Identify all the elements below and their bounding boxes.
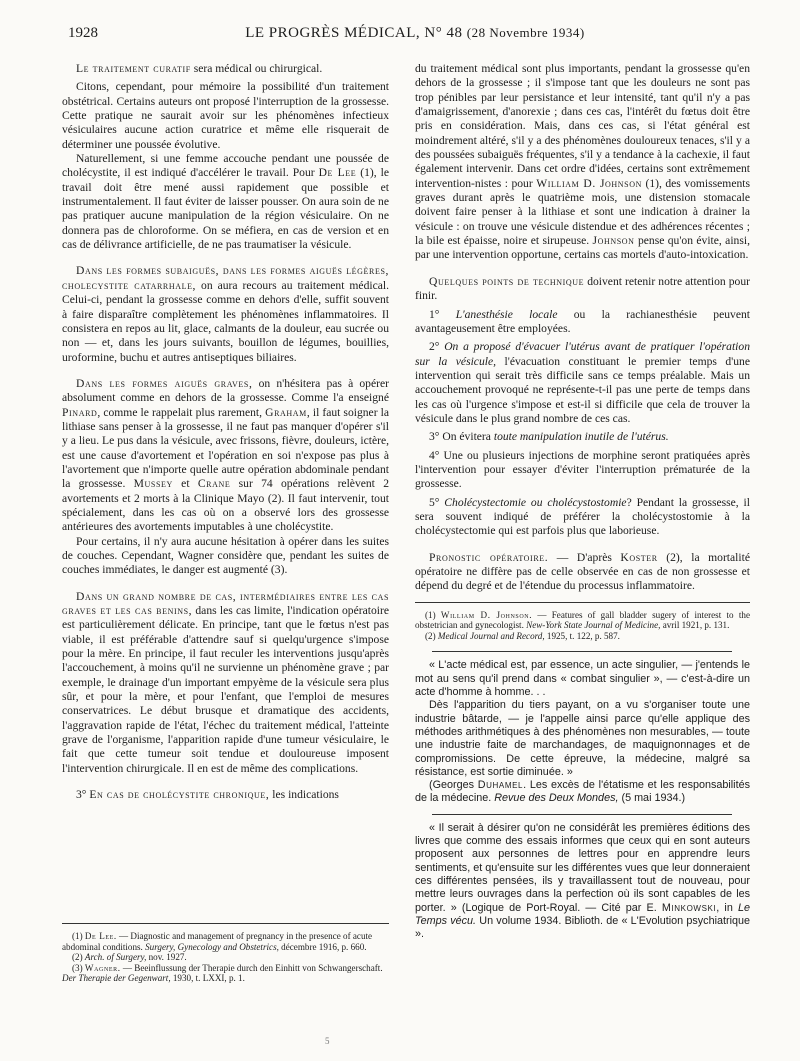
author-name: Mussey [133,477,173,491]
text: Naturellement, si une femme accouche pendant une poussée de cholécystite, il est indiqué d'accélérer le travail. Pour [62,152,389,180]
text: (1), des vomissements graves durant après le quatrième mois, une distension stomacale doivent faire penser à la lithiase et sont une indication à drainer la vésicule : on trouve une vésicule distendue et des adhérences récentes ; la bile est épaisse, noire et sirupeuse. [415,176,750,248]
journal-name: Der Therapie der Gegenwart, [62,973,171,984]
journal-name: Revue des Deux Mondes, [494,792,619,805]
text: (2), la mortalité opératoire ne diffère pas de celle observée en cas de non grossesse et dépend du degré et de l'étendue du processus inflammatoire. [415,550,750,593]
text: (5 mai 1934.) [618,792,686,805]
emphasis: On a proposé d'évacuer l'utérus avant de pratiquer l'opération sur la vésicule, [415,340,750,368]
footer-mark: 5 [325,1036,330,1046]
text: on aura recours au traitement médical. Celui-ci, pendant la grossesse comme en dehors d'elle, suffit souvent à faire disparaître complètement les phénomènes inflammatoires. Il consistera en repos au lit, glace, calmants de la douleur, eau sucrée ou non — et, dans les jours suivants, bouillon de légumes, bouillies, uroformine, buchu et autres antiseptiques biliaires. [62,278,389,364]
text: et [172,477,198,491]
author-name: Minkowski [661,901,717,914]
text: Un volume 1934. Biblioth. de « L'Evolution psychiatrique ». [415,914,750,941]
text: 2° [429,340,445,354]
paragraph [62,62,389,76]
footnote-divider [415,602,750,603]
paragraph: Citons, cependant, pour mémoire la possibilité d'un traitement obstétrical. Certains auteurs ont proposé l'interruption de la grossesse. Cette pratique ne saurait avoir sur les phénomènes infectieux vésiculaires aucune action curatrice et même elle risquerait de déterminer une poussée évolutive. [62,80,389,151]
author-name: Graham [265,405,307,419]
emphasis: toute manipulation inutile de l'utérus. [493,430,669,444]
author-name: Pinard [62,405,98,419]
text: , in [716,901,738,914]
running-header [68,25,762,43]
text: dans les cas limite, l'indication opératoire est particulièrement délicate. En principe, tant que le fœtus n'est pas viable, il est préférable d'attendre sauf si quelqu'urgence s'impose pour la mère. En principe, il faut reculer les interventions jusqu'après l'accouchement, à moins qu'il ne survienne un phénomène grave ; par exemple, le drainage d'un important empyème de la vésicule sera plus sûr, et pour la mère, et pour l'enfant, que l'emploi de mesures conservatrices. Le début brusque et dramatique des accidents, l'aggravation rapide de l'état, l'échec du traitement médical, l'atteinte grave de l'organisme, l'apparition rapide d'une tumeur vésiculaire, le fait que cette tumeur soit tendue et douloureuse imposent l'intervention chirurgicale. Il en est de même des complications. [62,604,389,775]
paragraph [62,788,389,802]
section-lead: Quelques points de technique [429,274,585,288]
text: sur 74 opérations relèvent 2 avortements et 2 morts à la Clinique Mayo (2). Il faut intervenir, tout spécialement, dans les cas où on a observé lors des grossesse antérieures des avortements imputables à une cholécystite. [62,477,389,534]
text: , comme le rappelait plus rarement, [97,405,266,419]
text: — Features of gall bladder sugery of interest to the obstetrician and gynecologist. [415,609,750,631]
footnote: (1) William D. Johnson. — Features of gall bladder sugery of interest to the obstetrician and gynecologist. New-York State Journal of Medicine, avril 1921, p. 131. [415,609,750,631]
paragraph [62,377,389,535]
text: — D'après [548,550,621,564]
quote-text [415,822,750,942]
text: . Les excès de l'étatisme et les responsabilités de la médecine. [415,779,750,805]
text: 3° On évitera [429,430,494,444]
page-number: 1928 [68,25,98,41]
quotation-port-royal [415,822,750,942]
section-lead: Pronostic opératoire. [429,550,549,564]
journal-name: Surgery, Gynecology and Obstetrics, [145,941,279,952]
author-name: William D. Johnson [536,176,642,190]
footnote: (1) De Lee. — Diagnostic and management of pregnancy in the presence of acute abdominal conditions. Surgery, Gynecology and Obstetrics, décembre 1916, p. 660. [62,931,373,952]
paragraph [62,590,389,776]
section-lead: Dans les formes subaiguës, dans les formes aiguës légères, cholecystite catarrhale, [62,264,389,292]
text: 5° [429,495,445,509]
list-item [415,430,750,444]
text: du traitement médical sont plus importants, pendant la grossesse qu'en dehors de la grossesse ; il s'impose tant que les douleurs ne sont pas trop pénibles par leur persistance et leur intensité, tant qu'il n'y a pas d'amaigrissement, d'anorexie ; dans ces cas, l'intérêt du fœtus doit être pris en considération. Mais, dans ces cas, si l'état général est moindrement altéré, s'il y a des phénomènes douloureux tenaces, s'il y a des poussées subaiguës fréquentes, s'il y a tendance à la cachexie, il faut également intervenir. Dans cet ordre d'idées, certains sont extrêmement intervention-nistes : pour [415,62,750,190]
journal-name: Medical Journal and Record, [437,630,545,641]
issue-date: (28 Novembre 1934) [466,25,585,40]
left-column [62,62,389,803]
paragraph [415,275,750,304]
text: 1925, t. 122, p. 587. [544,630,620,641]
text: 1930, t. LXXI, p. 1. [170,973,245,984]
text: , il faut soigner la lithiase sans penser à la grossesse, il ne faut pas manquer d'opérer s'il y a lieu. Le pus dans la vésicule, avec frissons, fièvre, douleurs, ictère, est une cause d'avortement et l'opération en soi n'expose pas plus à l'avortement que n'importe quelle autre opération abdominale pendant la grossesse. [62,405,389,491]
text: les indications [269,788,339,802]
quote-text: « L'acte médical est, par essence, un acte singulier, — j'entends le mot au sens qu'il prend dans « combat singulier », — c'est-à-dire un acte d'homme à homme. . . [415,659,750,699]
text: « Il serait à désirer qu'on ne considérât les premières éditions des livres que comme des essais informes que ceux qui en sont auteurs proposent aux personnes de lettres pour en apprendre leurs sentiments, et qu'ensuite sur les différentes vues que leur donneraient ces différentes pensées, ils y travaillassent tout de nouveau, pour mettre leurs ouvrages dans la perfection où ils sont capables de les porter. » (Logique de Port-Royal. — Cité par E. [415,821,750,914]
paragraph: Pour certains, il n'y aura aucune hésitation à opérer dans les suites de couches. Cependant, Wagner considère que, pendant les suites de couches immédiates, le danger est augmenté (3). [62,534,389,577]
section-divider [432,814,732,815]
author-name: De Lee [318,166,357,180]
author-name: Johnson [592,234,635,248]
book-title: Le Temps vécu. [415,901,750,927]
journal-title [68,25,762,42]
footnote: (2) Arch. of Surgery, nov. 1927. [72,952,187,963]
text: — Diagnostic and management of pregnancy in the presence of acute abdominal conditions. [62,931,373,952]
section-lead: En cas de cholécystite chronique, [89,788,270,802]
emphasis: L'anesthésie locale [455,307,558,321]
text: décembre 1916, p. 660. [278,941,367,952]
author-name: De Lee. [84,931,117,941]
section-lead: Le traitement curatif [76,62,191,75]
list-item [415,340,750,426]
quote-citation [415,779,750,806]
text: 3° [76,788,90,802]
text: ou la rachianesthésie peuvent avantageusement être employées. [415,307,750,335]
author-name: William D. Johnson. [440,609,533,620]
text: ? Pendant la grossesse, il sera souvent indiqué de préférer la cholécystostomie à la cholécystectomie qui est parfois plus que laborieuse. [415,495,751,538]
list-item: 4° Une ou plusieurs injections de morphine seront pratiquées après l'intervention pour essayer d'éviter l'interruption prématurée de la grossesse. [415,448,750,491]
emphasis: Cholécystectomie ou cholécystostomie [444,495,627,509]
list-item [415,308,750,337]
section-lead: Dans un grand nombre de cas, intermédiaires entre les cas graves et les cas benins, [62,589,389,618]
text: (1), le travail doit être mené aussi rapidement que possible et instrumentalement. Il faut éviter de laisser pousser. On aura soin de ne pas pratiquer aucune manipulation de la région vésiculaire. On ne donnera pas de chloroforme. On se méfiera, en cas de version et en cas de délivrance artificielle, de ne pas traumatiser la vésicule. [62,166,389,252]
footnote: (2) Medical Journal and Record, 1925, t. 122, p. 587. [425,630,620,641]
author-name: Koster [620,550,658,564]
text: nov. 1927. [146,952,187,963]
list-item [415,496,750,539]
text: sera médical ou chirurgical. [190,62,323,75]
text: doivent retenir notre attention pour finir. [415,274,750,303]
footnote: (3) Wagner. — Beeinflussung der Therapie durch den Einhitt von Schwangerschaft. Der Therapie der Gegenwart, 1930, t. LXXI, p. 1. [62,962,383,984]
section-divider [432,651,732,652]
right-column [415,62,750,941]
paragraph [415,551,750,594]
text: 1° [429,307,456,321]
footnotes [62,931,389,984]
left-footnotes [62,915,389,984]
text: — Beeinflussung der Therapie durch den Einhitt von Schwangerschaft. [120,962,383,973]
paragraph [62,152,389,252]
journal-name: Arch. of Surgery, [84,952,147,963]
quotation-duhamel [415,659,750,805]
section-lead: Dans les formes aiguës graves, [76,376,253,390]
author-name: Wagner. [84,962,121,973]
paragraph [415,62,750,263]
text: on n'hésitera pas à opérer absolument comme en dehors de la grossesse. Comme l'a enseigné [62,376,389,405]
journal-name: LE PROGRÈS MÉDICAL, N° 48 [245,25,463,41]
text: l'évacuation constituant le premier temps d'une intervention qui serait très difficile sans ce temps préalable. Mais un accouchement provoqué ne représente-t-il pas une perte de temps dans les cas où l'urgence s'impose et est-il si difficile que cela de trouver la vésicule dans le plus grand nombre de ces cas. [415,354,751,425]
author-name: Crane [197,477,231,491]
author-name: Duhamel [477,779,524,792]
text: avril 1921, p. 131. [660,620,730,631]
footnote-divider [62,923,389,924]
footnotes [415,610,750,642]
journal-name: New-York State Journal of Medicine, [526,620,661,631]
paragraph [62,264,389,364]
quote-text: Dès l'apparition du tiers payant, on a vu s'organiser toute une industrie bâtarde, — je l'appelle ainsi parce qu'elle applique des méthodes arithmétiques à des phénomènes non mesurables, — toute une industrie faite de marchandages, de maquignonnages et de compromissions. De cette épreuve, la médecine, malgré sa résistance, est sortie diminuée. » [415,699,750,778]
text: (Georges [429,779,478,792]
text: pense qu'on évite, ainsi, par une intervention opportune, certains cas mortels d'auto-intoxication. [415,234,750,262]
